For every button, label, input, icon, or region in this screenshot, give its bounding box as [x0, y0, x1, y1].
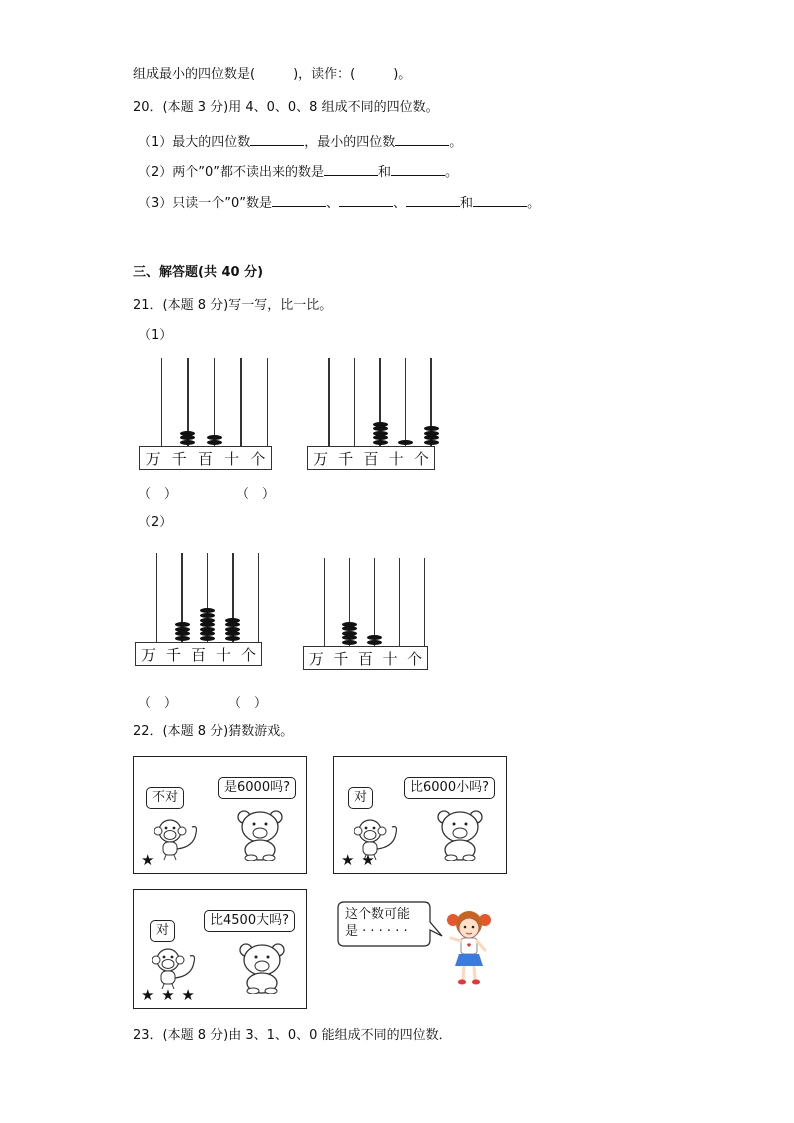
monkey-speech-bubble: 对 — [348, 787, 373, 809]
place-value-label: 百 — [363, 449, 379, 468]
abacus-place-value-frame — [135, 642, 262, 666]
guess-panel-3 — [133, 889, 307, 1009]
abacus-bead — [342, 622, 357, 627]
abacus-bead — [373, 440, 388, 445]
girl-icon — [443, 908, 495, 988]
question-21-part-2-label: （2） — [138, 515, 173, 530]
abacus-rod — [214, 358, 216, 446]
place-value-label: 百 — [197, 449, 213, 468]
place-value-label: 万 — [145, 449, 161, 468]
abacus-3 — [135, 553, 262, 666]
place-value-label: 十 — [388, 449, 404, 468]
place-value-label: 个 — [407, 649, 423, 668]
place-value-label: 千 — [171, 449, 187, 468]
abacus-bead — [225, 622, 240, 627]
abacus-bead — [373, 422, 388, 427]
abacus-1 — [139, 358, 272, 470]
place-value-label: 千 — [333, 649, 349, 668]
abacus-bead — [225, 627, 240, 632]
abacus-rod — [156, 553, 158, 642]
question-21-title: 21．(本题 8 分)写一写，比一比。 — [133, 298, 333, 313]
abacus-place-value-frame — [303, 646, 428, 670]
place-value-label: 十 — [382, 649, 398, 668]
abacus-bead — [180, 435, 195, 440]
question-20-part-2: （2）两个”0”都不读出来的数是 和 。 — [138, 162, 458, 182]
abacus-rod — [240, 358, 242, 446]
monkey-icon — [152, 946, 202, 990]
answer-blank[interactable] — [395, 132, 449, 146]
abacus-rod — [324, 558, 326, 646]
abacus-bead — [200, 618, 215, 623]
abacus-bead — [200, 613, 215, 618]
abacus-bead — [180, 431, 195, 436]
place-value-label: 万 — [140, 645, 156, 664]
bear-icon — [234, 807, 286, 861]
question-23-title: 23．(本题 8 分)由 3、1、0、0 能组成不同的四位数． — [133, 1028, 452, 1043]
guess-panel-1 — [133, 756, 307, 874]
abacus-bead — [373, 431, 388, 436]
abacus-rod — [161, 358, 163, 446]
place-value-label: 十 — [224, 449, 240, 468]
bear-speech-bubble: 比4500大吗? — [204, 910, 295, 932]
abacus-bead — [373, 426, 388, 431]
abacus-bead — [342, 631, 357, 636]
answer-blank[interactable] — [391, 162, 445, 176]
question-20-title: 20．(本题 3 分)用 4、0、0、8 组成不同的四位数。 — [133, 100, 439, 115]
star-rating: ★ ★ — [341, 851, 376, 869]
question-21-part-1-label: （1） — [138, 328, 173, 343]
monkey-speech-bubble: 不对 — [146, 787, 184, 809]
abacus-bead — [424, 440, 439, 445]
bear-speech-bubble: 比6000小吗? — [404, 777, 495, 799]
star-rating: ★ ★ ★ — [141, 986, 196, 1004]
answer-paren[interactable]: （ ） — [138, 696, 178, 711]
abacus-bead — [200, 636, 215, 641]
abacus-bead — [342, 640, 357, 645]
abacus-bead — [175, 636, 190, 641]
answer-blank[interactable] — [250, 132, 304, 146]
answer-blank[interactable] — [406, 193, 460, 207]
abacus-bead — [175, 622, 190, 627]
answer-blank[interactable] — [339, 193, 393, 207]
abacus-bead — [424, 431, 439, 436]
place-value-label: 万 — [313, 449, 329, 468]
place-value-label: 千 — [338, 449, 354, 468]
abacus-rod — [405, 358, 407, 446]
abacus-rod — [374, 558, 376, 646]
abacus-place-value-frame — [307, 446, 435, 470]
abacus-bead — [225, 618, 240, 623]
abacus-bead — [200, 622, 215, 627]
place-value-label: 百 — [190, 645, 206, 664]
section-3-heading: 三、解答题(共 40 分) — [133, 265, 264, 280]
place-value-label: 百 — [357, 649, 373, 668]
question-19-line: 组成最小的四位数是( )，读作：( )。 — [133, 67, 412, 82]
star-rating: ★ — [141, 851, 156, 869]
monkey-icon — [154, 817, 204, 861]
bear-icon — [236, 940, 288, 994]
abacus-bead — [200, 627, 215, 632]
abacus-rod — [399, 558, 401, 646]
place-value-label: 千 — [165, 645, 181, 664]
answer-blank[interactable] — [272, 193, 326, 207]
abacus-bead — [207, 440, 222, 445]
bear-speech-bubble: 是6000吗? — [218, 777, 296, 799]
answer-paren[interactable]: （ ） — [138, 487, 178, 502]
place-value-label: 十 — [215, 645, 231, 664]
place-value-label: 个 — [240, 645, 256, 664]
question-22-title: 22．(本题 8 分)猜数游戏。 — [133, 724, 294, 739]
abacus-bead — [175, 627, 190, 632]
place-value-label: 万 — [308, 649, 324, 668]
guess-panel-2 — [333, 756, 507, 874]
abacus-rod — [328, 358, 330, 446]
monkey-speech-bubble: 对 — [150, 920, 175, 942]
girl-speech-text: 这个数可能 是 · · · · · · — [345, 907, 411, 939]
answer-blank[interactable] — [473, 193, 527, 207]
abacus-bead — [367, 640, 382, 645]
question-20-part-1: （1）最大的四位数 ，最小的四位数 。 — [138, 132, 462, 152]
abacus-4 — [303, 558, 428, 670]
abacus-bead — [225, 631, 240, 636]
abacus-bead — [398, 440, 413, 445]
place-value-label: 个 — [250, 449, 266, 468]
place-value-label: 个 — [413, 449, 429, 468]
abacus-rod — [424, 558, 426, 646]
abacus-rod — [267, 358, 269, 446]
abacus-rod — [354, 358, 356, 446]
answer-blank[interactable] — [324, 162, 378, 176]
abacus-rod — [258, 553, 260, 642]
abacus-bead — [342, 626, 357, 631]
abacus-bead — [225, 636, 240, 641]
question-20-part-3: （3）只读一个”0”数是 、 、 和 。 — [138, 193, 540, 213]
abacus-place-value-frame — [139, 446, 272, 470]
abacus-bead — [424, 426, 439, 431]
abacus-bead — [180, 440, 195, 445]
answer-paren[interactable]: （ ） — [236, 487, 276, 502]
answer-paren[interactable]: （ ） — [228, 696, 268, 711]
bear-icon — [434, 807, 486, 861]
abacus-2 — [307, 358, 435, 470]
